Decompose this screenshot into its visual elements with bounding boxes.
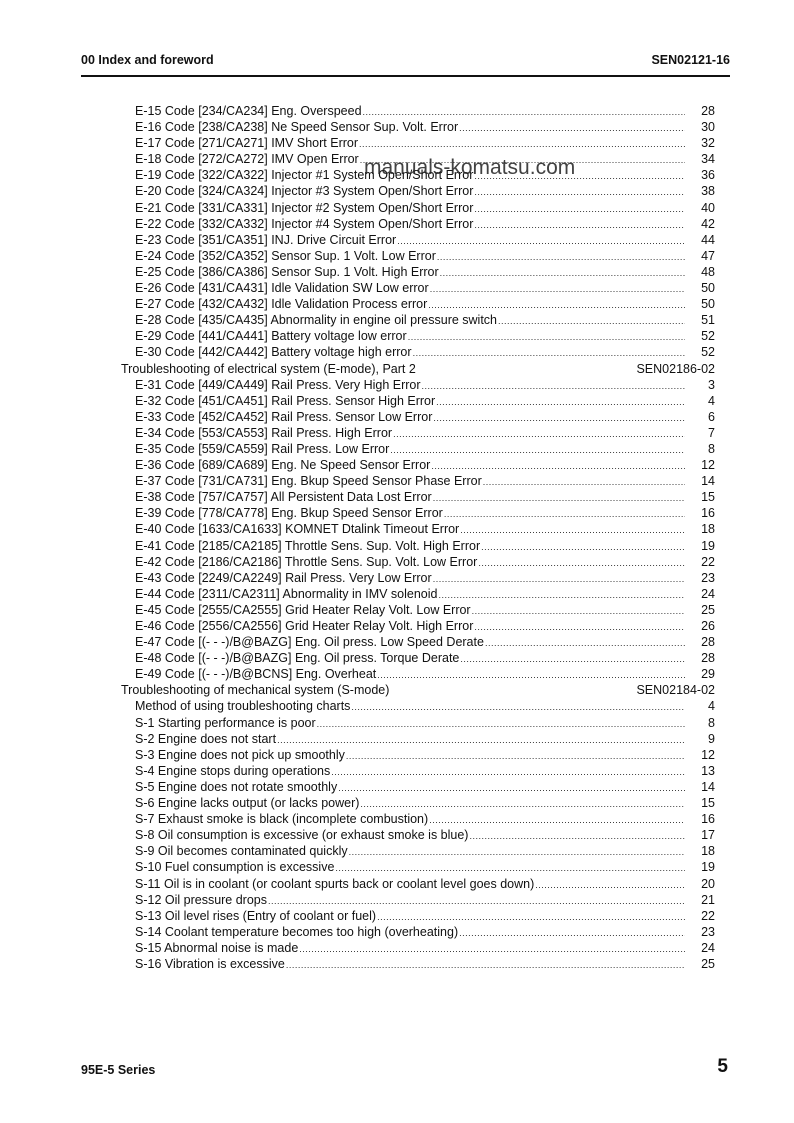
toc-page-number: 44 <box>701 232 715 247</box>
toc-page-number: 18 <box>701 522 715 537</box>
toc-entry <box>121 393 715 409</box>
toc-page-number: 24 <box>701 586 715 601</box>
leader-dots <box>286 957 685 973</box>
toc-entry <box>121 505 715 521</box>
toc-entry <box>121 811 715 827</box>
toc-page-number: 38 <box>701 184 715 199</box>
toc-label: E-45 Code [2555/CA2555] Grid Heater Relay Volt. Low Error <box>135 602 471 617</box>
toc-page-number: 14 <box>701 474 715 489</box>
toc-label: E-30 Code [442/CA442] Battery voltage high error <box>135 345 412 360</box>
leader-dots <box>478 555 685 571</box>
toc-page-number: 13 <box>701 763 715 778</box>
leader-dots <box>439 587 686 603</box>
leader-dots <box>429 812 685 828</box>
toc-entry <box>121 425 715 441</box>
toc-page-number: 4 <box>708 699 715 714</box>
toc-label: E-22 Code [332/CA332] Injector #4 System Open/Short Error <box>135 216 474 231</box>
toc-entry <box>121 731 715 747</box>
toc-label: E-20 Code [324/CA324] Injector #3 System Open/Short Error <box>135 184 474 199</box>
toc-page-number: 7 <box>708 425 715 440</box>
toc-label: S-11 Oil is in coolant (or coolant spurts back or coolant level goes down) <box>135 876 535 891</box>
leader-dots <box>474 619 685 635</box>
toc-entry <box>121 135 715 151</box>
toc-entry <box>121 103 715 119</box>
toc-entry <box>121 232 715 248</box>
toc-label: S-6 Engine lacks output (or lacks power) <box>135 796 360 811</box>
toc-entry <box>121 666 715 682</box>
toc-page-number: 18 <box>701 844 715 859</box>
toc-entry <box>121 377 715 393</box>
toc-page-number: 28 <box>701 651 715 666</box>
toc-label: S-3 Engine does not pick up smoothly <box>135 747 345 762</box>
toc-label: E-24 Code [352/CA352] Sensor Sup. 1 Volt. Low Error <box>135 248 436 263</box>
toc-label: S-5 Engine does not rotate smoothly <box>135 779 338 794</box>
toc-label: E-25 Code [386/CA386] Sensor Sup. 1 Volt. High Error <box>135 264 439 279</box>
toc-entry <box>121 554 715 570</box>
toc-entry <box>121 538 715 554</box>
toc-section-heading <box>121 361 715 377</box>
toc-page-number: 20 <box>701 876 715 891</box>
leader-dots <box>349 844 685 860</box>
toc-label: E-48 Code [(- - -)/B@BAZG] Eng. Oil press. Torque Derate <box>135 651 460 666</box>
leader-dots <box>481 539 685 555</box>
toc-page-number: 50 <box>701 297 715 312</box>
toc-entry <box>121 344 715 360</box>
leader-dots <box>498 313 685 329</box>
toc-page-number: 22 <box>701 554 715 569</box>
leader-dots <box>459 925 685 941</box>
leader-dots <box>437 249 685 265</box>
toc-page-number: 15 <box>701 796 715 811</box>
toc-page-number: 15 <box>701 490 715 505</box>
toc-label: E-43 Code [2249/CA2249] Rail Press. Very Low Error <box>135 570 432 585</box>
toc-label: S-16 Vibration is excessive <box>135 956 285 971</box>
leader-dots <box>335 860 685 876</box>
leader-dots <box>360 796 685 812</box>
toc-page-number: 8 <box>708 715 715 730</box>
leader-dots <box>346 748 685 764</box>
toc-entry <box>121 859 715 875</box>
toc-label: S-14 Coolant temperature becomes too high (overheating) <box>135 924 459 939</box>
toc-page-number: 47 <box>701 248 715 263</box>
toc-label: E-38 Code [757/CA757] All Persistent Data Lost Error <box>135 490 432 505</box>
leader-dots <box>363 104 685 120</box>
leader-dots <box>474 217 685 233</box>
toc-label: S-1 Starting performance is poor <box>135 715 316 730</box>
leader-dots <box>433 410 685 426</box>
leader-dots <box>430 281 685 297</box>
toc-page-number: 42 <box>701 216 715 231</box>
footer-series: 95E-5 Series <box>81 1063 156 1077</box>
toc-entry <box>121 908 715 924</box>
toc-page-number: 32 <box>701 136 715 151</box>
leader-dots <box>277 732 685 748</box>
toc-entry <box>121 698 715 714</box>
toc-page-number: 51 <box>701 313 715 328</box>
toc-label: E-44 Code [2311/CA2311] Abnormality in IMV solenoid <box>135 586 438 601</box>
toc-label: S-10 Fuel consumption is excessive <box>135 860 335 875</box>
toc-entry <box>121 924 715 940</box>
toc-label: E-19 Code [322/CA322] Injector #1 System Open/Short Error <box>135 168 474 183</box>
leader-dots <box>331 764 685 780</box>
toc-entry <box>121 248 715 264</box>
toc-entry <box>121 956 715 972</box>
toc-entry <box>121 602 715 618</box>
toc-label: E-46 Code [2556/CA2556] Grid Heater Relay Volt. High Error <box>135 619 474 633</box>
leader-dots <box>299 941 685 957</box>
toc-page-number: 26 <box>701 619 715 633</box>
page-number: 5 <box>717 1056 728 1077</box>
toc-entry <box>121 618 715 634</box>
toc-page-number: 28 <box>701 635 715 650</box>
leader-dots <box>393 426 685 442</box>
toc-page-number: 48 <box>701 264 715 279</box>
toc-page-number: 29 <box>701 667 715 682</box>
toc-page-number: 40 <box>701 200 715 215</box>
toc-section-heading <box>121 682 715 698</box>
toc-label: S-8 Oil consumption is excessive (or exhaust smoke is blue) <box>135 828 469 843</box>
leader-dots <box>422 378 685 394</box>
leader-dots <box>390 442 685 458</box>
toc-label: E-41 Code [2185/CA2185] Throttle Sens. Sup. Volt. High Error <box>135 538 481 553</box>
toc-page-number: 23 <box>701 924 715 939</box>
toc-label: E-28 Code [435/CA435] Abnormality in engine oil pressure switch <box>135 313 498 328</box>
toc-entry <box>121 827 715 843</box>
toc-document-number: SEN02186-02 <box>636 361 715 376</box>
toc-page-number: 21 <box>701 892 715 907</box>
toc-label: S-13 Oil level rises (Entry of coolant or fuel) <box>135 908 377 923</box>
toc-label: S-15 Abnormal noise is made <box>135 940 299 955</box>
toc-entry <box>121 940 715 956</box>
toc-label: E-18 Code [272/CA272] IMV Open Error <box>135 152 359 167</box>
toc-entry <box>121 586 715 602</box>
toc-label: S-7 Exhaust smoke is black (incomplete combustion) <box>135 812 429 827</box>
toc-entry <box>121 892 715 908</box>
toc-entry <box>121 216 715 232</box>
toc-label: E-36 Code [689/CA689] Eng. Ne Speed Sensor Error <box>135 458 431 473</box>
leader-dots <box>377 909 685 925</box>
leader-dots <box>268 893 685 909</box>
leader-dots <box>444 506 685 522</box>
toc-label: Troubleshooting of mechanical system (S-mode) <box>121 683 390 698</box>
toc-page-number: 23 <box>701 570 715 585</box>
toc-page-number: 28 <box>701 104 715 118</box>
toc-entry <box>121 264 715 280</box>
toc-page-number: 50 <box>701 281 715 296</box>
toc-entry <box>121 280 715 296</box>
toc-label: E-17 Code [271/CA271] IMV Short Error <box>135 136 359 151</box>
leader-dots <box>440 265 685 281</box>
leader-dots <box>460 522 685 538</box>
toc-label: E-35 Code [559/CA559] Rail Press. Low Error <box>135 441 390 456</box>
toc-label: Method of using troubleshooting charts <box>135 699 351 714</box>
toc-page-number: 52 <box>701 329 715 344</box>
toc-label: E-29 Code [441/CA441] Battery voltage low error <box>135 329 407 344</box>
document-number: SEN02121-16 <box>651 53 730 67</box>
leader-dots <box>431 458 685 474</box>
toc-entry <box>121 763 715 779</box>
toc-page-number: 12 <box>701 747 715 762</box>
toc-entry <box>121 457 715 473</box>
toc-label: S-2 Engine does not start <box>135 731 277 746</box>
toc-label: E-33 Code [452/CA452] Rail Press. Sensor Low Error <box>135 409 433 424</box>
toc-document-number: SEN02184-02 <box>636 683 715 698</box>
leader-dots <box>397 233 685 249</box>
watermark: manuals-komatsu.com <box>364 156 576 179</box>
toc-page-number: 19 <box>701 538 715 553</box>
toc-page-number: 9 <box>708 731 715 746</box>
toc-label: E-37 Code [731/CA731] Eng. Bkup Speed Sensor Phase Error <box>135 474 482 489</box>
toc-label: E-34 Code [553/CA553] Rail Press. High Error <box>135 425 393 440</box>
toc-label: S-4 Engine stops during operations <box>135 763 331 778</box>
toc-label: E-26 Code [431/CA431] Idle Validation SW Low error <box>135 281 429 296</box>
toc-page-number: 14 <box>701 779 715 794</box>
toc-label: E-31 Code [449/CA449] Rail Press. Very High Error <box>135 377 421 392</box>
leader-dots <box>469 828 685 844</box>
toc-entry <box>121 795 715 811</box>
toc-entry <box>121 521 715 537</box>
toc-label: E-23 Code [351/CA351] INJ. Drive Circuit Error <box>135 232 397 247</box>
toc-entry <box>121 779 715 795</box>
toc-page-number: 8 <box>708 441 715 456</box>
toc-entry <box>121 570 715 586</box>
toc-page-number: 34 <box>701 152 715 167</box>
toc-page-number: 3 <box>708 377 715 392</box>
toc-page-number: 25 <box>701 602 715 617</box>
toc-entry <box>121 473 715 489</box>
toc-label: E-27 Code [432/CA432] Idle Validation Process error <box>135 297 428 312</box>
toc-page-number: 16 <box>701 506 715 521</box>
toc-entry <box>121 119 715 135</box>
toc-page-number: 52 <box>701 345 715 360</box>
toc-entry <box>121 634 715 650</box>
leader-dots <box>472 603 685 619</box>
toc-entry <box>121 747 715 763</box>
leader-dots <box>460 651 685 667</box>
toc-entry <box>121 650 715 666</box>
toc-page-number: 4 <box>708 393 715 408</box>
toc-page-number: 19 <box>701 860 715 875</box>
leader-dots <box>485 635 685 651</box>
toc-label: S-9 Oil becomes contaminated quickly <box>135 844 348 859</box>
toc-entry <box>121 489 715 505</box>
toc-entry <box>121 200 715 216</box>
toc-entry <box>121 843 715 859</box>
leader-dots <box>338 780 685 796</box>
toc-label: E-32 Code [451/CA451] Rail Press. Sensor High Error <box>135 393 436 408</box>
toc-label: E-21 Code [331/CA331] Injector #2 System Open/Short Error <box>135 200 474 215</box>
toc-page-number: 12 <box>701 458 715 473</box>
toc-entry <box>121 183 715 199</box>
leader-dots <box>535 877 685 893</box>
toc-page-number: 36 <box>701 168 715 183</box>
leader-dots <box>408 329 685 345</box>
toc-label: Troubleshooting of electrical system (E-mode), Part 2 <box>121 361 416 376</box>
leader-dots <box>359 136 685 152</box>
toc-label: E-42 Code [2186/CA2186] Throttle Sens. Sup. Volt. Low Error <box>135 554 478 569</box>
toc-entry <box>121 409 715 425</box>
toc-page-number: 30 <box>701 120 715 135</box>
toc-page-number: 6 <box>708 409 715 424</box>
toc-page-number: 24 <box>701 940 715 955</box>
toc-page-number: 16 <box>701 812 715 827</box>
leader-dots <box>351 699 685 715</box>
toc-entry <box>121 715 715 731</box>
toc-entry <box>121 876 715 892</box>
header-rule <box>81 75 730 77</box>
toc-label: E-49 Code [(- - -)/B@BCNS] Eng. Overheat <box>135 667 377 682</box>
toc-label: E-15 Code [234/CA234] Eng. Overspeed <box>135 104 362 118</box>
leader-dots <box>436 394 685 410</box>
leader-dots <box>474 184 685 200</box>
toc-page-number: 17 <box>701 828 715 843</box>
toc-label: S-12 Oil pressure drops <box>135 892 268 907</box>
toc-label: E-40 Code [1633/CA1633] KOMNET Dtalink Timeout Error <box>135 522 460 537</box>
toc-entry <box>121 296 715 312</box>
toc-page-number: 25 <box>701 956 715 971</box>
toc-entry <box>121 328 715 344</box>
leader-dots <box>413 345 685 361</box>
toc-label: E-39 Code [778/CA778] Eng. Bkup Speed Sensor Error <box>135 506 443 521</box>
leader-dots <box>317 716 685 732</box>
table-of-contents <box>121 103 715 972</box>
leader-dots <box>459 120 685 136</box>
leader-dots <box>483 474 685 490</box>
leader-dots <box>474 201 685 217</box>
toc-entry <box>121 441 715 457</box>
toc-entry <box>121 312 715 328</box>
leader-dots <box>377 667 685 683</box>
toc-page-number: 22 <box>701 908 715 923</box>
running-header-title: 00 Index and foreword <box>81 53 214 67</box>
toc-label: E-47 Code [(- - -)/B@BAZG] Eng. Oil press. Low Speed Derate <box>135 635 484 650</box>
leader-dots <box>433 571 685 587</box>
toc-label: E-16 Code [238/CA238] Ne Speed Sensor Sup. Volt. Error <box>135 120 459 135</box>
leader-dots <box>433 490 685 506</box>
leader-dots <box>428 297 685 313</box>
